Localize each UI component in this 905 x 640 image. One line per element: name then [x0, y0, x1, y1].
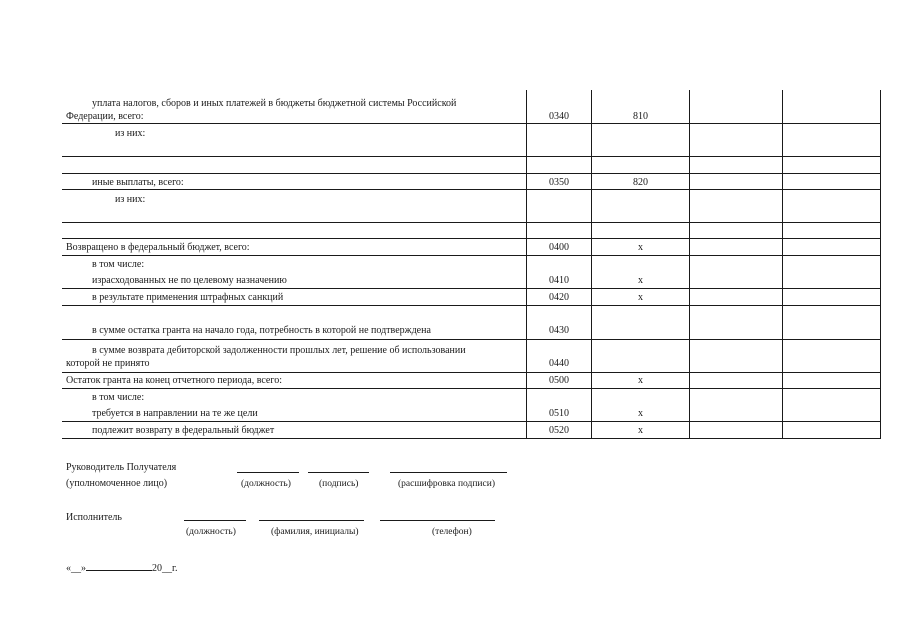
head-position-line[interactable] — [237, 472, 299, 473]
head-subtitle: (уполномоченное лицо) — [66, 478, 168, 489]
row-label-0340: уплата налогов, сборов и иных платежей в бюджеты бюджетной системы Российской Федерации, всего: — [66, 98, 457, 122]
row-label-of-them-1: из них: — [115, 128, 146, 139]
executor-caption-phone: (телефон) — [432, 527, 472, 537]
executor-title: Исполнитель — [66, 512, 122, 523]
row-kosgu-0500: x — [638, 375, 643, 386]
date-line — [66, 561, 177, 575]
head-caption-position: (должность) — [241, 479, 291, 489]
row-kosgu-0340: 810 — [633, 111, 648, 122]
row-label-including-2: в том числе: — [92, 392, 145, 403]
row-kosgu-0420: x — [638, 292, 643, 303]
executor-name-line[interactable] — [259, 520, 364, 521]
row-label-of-them-2: из них: — [115, 194, 146, 205]
row-code-0440: 0440 — [549, 358, 569, 369]
date-year[interactable]: __ — [162, 563, 172, 574]
row-label-0510: требуется в направлении на те же цели — [92, 408, 258, 419]
date-month-blank[interactable] — [86, 561, 152, 571]
executor-caption-name: (фамилия, инициалы) — [271, 527, 359, 537]
head-caption-signature: (подпись) — [319, 479, 359, 489]
row-label-0350: иные выплаты, всего: — [92, 177, 184, 188]
date-day[interactable]: «__» — [66, 563, 86, 574]
head-caption-decoding: (расшифровка подписи) — [398, 479, 495, 489]
date-century: 20 — [152, 563, 162, 574]
head-title: Руководитель Получателя — [66, 462, 177, 473]
row-label-0420: в результате применения штрафных санкций — [92, 292, 284, 303]
row-code-0350: 0350 — [549, 177, 569, 188]
row-code-0400: 0400 — [549, 242, 569, 253]
executor-phone-line[interactable] — [380, 520, 495, 521]
executor-position-line[interactable] — [184, 520, 246, 521]
row-code-0520: 0520 — [549, 425, 569, 436]
row-code-0510: 0510 — [549, 408, 569, 419]
row-label-0440: в сумме возврата дебиторской задолженности прошлых лет, решение об использовании которой не принято — [66, 345, 466, 369]
row-code-0340: 0340 — [549, 111, 569, 122]
row-kosgu-0520: x — [638, 425, 643, 436]
row-label-0430: в сумме остатка гранта на начало года, потребность в которой не подтверждена — [92, 325, 431, 336]
date-suffix: г. — [172, 563, 178, 574]
row-code-0500: 0500 — [549, 375, 569, 386]
row-code-0420: 0420 — [549, 292, 569, 303]
row-kosgu-0410: x — [638, 275, 643, 286]
row-kosgu-0400: x — [638, 242, 643, 253]
head-decoding-line[interactable] — [390, 472, 507, 473]
row-label-including-1: в том числе: — [92, 259, 145, 270]
row-label-0500: Остаток гранта на конец отчетного периода, всего: — [66, 375, 282, 386]
row-label-0400: Возвращено в федеральный бюджет, всего: — [66, 242, 250, 253]
row-label-0520: подлежит возврату в федеральный бюджет — [92, 425, 275, 436]
row-code-0410: 0410 — [549, 275, 569, 286]
row-kosgu-0350: 820 — [633, 177, 648, 188]
row-kosgu-0510: x — [638, 408, 643, 419]
head-signature-line[interactable] — [308, 472, 369, 473]
executor-caption-position: (должность) — [186, 527, 236, 537]
row-label-0410: израсходованных не по целевому назначению — [92, 275, 287, 286]
row-code-0430: 0430 — [549, 325, 569, 336]
